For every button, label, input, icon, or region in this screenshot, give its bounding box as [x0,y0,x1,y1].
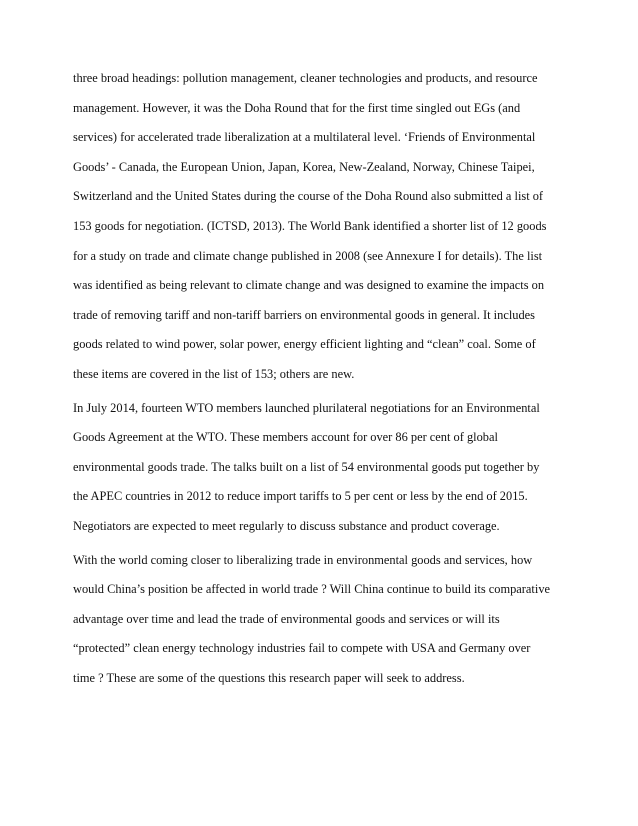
text-line: management. However, it was the Doha Round that for the first time singled out EGs (and [73,100,521,115]
text-line: services) for accelerated trade liberalization at a multilateral level. ‘Friends of Environmental [73,130,536,145]
text-line: 153 goods for negotiation. (ICTSD, 2013). The World Bank identified a shorter list of 12 goods [73,218,547,233]
paragraph-wto-negotiations [73,396,573,544]
text-line: for a study on trade and climate change published in 2008 (see Annexure I for details). The list [73,248,543,263]
text-line: Goods Agreement at the WTO. These members account for over 86 per cent of global [73,430,498,445]
text-line: Negotiators are expected to meet regularly to discuss substance and product coverage. [73,518,500,533]
text-line: environmental goods trade. The talks built on a list of 54 environmental goods put together by [73,459,540,474]
text-line: was identified as being relevant to climate change and was designed to examine the impacts on [73,278,545,293]
text-line: time ? These are some of the questions this research paper will seek to address. [73,670,465,685]
text-line: advantage over time and lead the trade of environmental goods and services or will its [73,611,500,626]
text-line: trade of removing tariff and non-tariff barriers on environmental goods in general. It includes [73,307,535,322]
text-line: In July 2014, fourteen WTO members launched plurilateral negotiations for an Environmental [73,400,540,415]
text-line: Goods’ - Canada, the European Union, Japan, Korea, New-Zealand, Norway, Chinese Taipei, [73,159,535,174]
text-line: “protected” clean energy technology industries fail to compete with USA and Germany over [73,641,531,656]
text-line: three broad headings: pollution management, cleaner technologies and products, and resource [73,71,538,85]
text-line: the APEC countries in 2012 to reduce import tariffs to 5 per cent or less by the end of 2015. [73,489,528,504]
paragraph-egs-history [73,66,573,392]
document-body [73,66,573,695]
text-line: these items are covered in the list of 153; others are new. [73,366,355,381]
text-line: goods related to wind power, solar power, energy efficient lighting and “clean” coal. Some of [73,337,536,352]
text-line: With the world coming closer to liberalizing trade in environmental goods and services, how [73,552,533,567]
text-line: would China’s position be affected in world trade ? Will China continue to build its comparative [73,582,551,597]
paragraph-research-questions [73,548,573,696]
text-line: Switzerland and the United States during the course of the Doha Round also submitted a list of [73,189,544,204]
